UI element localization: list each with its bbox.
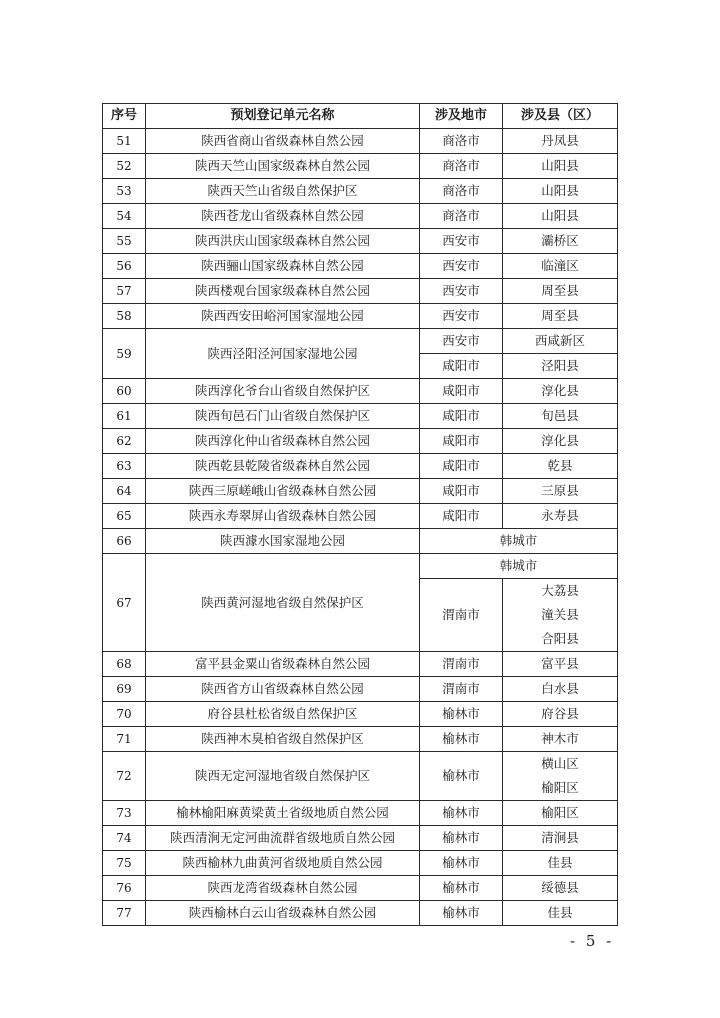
row-city: 商洛市 [420,129,503,154]
row-unit-name: 陕西省方山省级森林自然公园 [146,677,420,702]
row-county: 白水县 [503,677,618,702]
row-city-secondary: 咸阳市 [420,354,503,379]
table-row [103,727,618,752]
table-row [103,901,618,926]
row-serial-no: 76 [103,876,146,901]
row-unit-name: 陕西榆林白云山省级森林自然公园 [146,901,420,926]
row-city-wide: 韩城市 [420,554,618,579]
row-serial-no: 57 [103,279,146,304]
row-unit-name: 陕西神木臭柏省级自然保护区 [146,727,420,752]
row-unit-name: 富平县金粟山省级森林自然公园 [146,652,420,677]
row-county: 旬邑县 [503,404,618,429]
row-county-list [503,579,618,652]
row-city: 咸阳市 [420,379,503,404]
row-unit-name: 陕西乾县乾陵省级森林自然公园 [146,454,420,479]
row-county: 绥德县 [503,876,618,901]
table-row [103,479,618,504]
row-serial-no: 72 [103,752,146,801]
row-serial-no: 74 [103,826,146,851]
row-unit-name: 陕西天竺山国家级森林自然公园 [146,154,420,179]
row-city: 渭南市 [420,677,503,702]
row-serial-no: 61 [103,404,146,429]
row-city: 渭南市 [420,652,503,677]
row-unit-name: 陕西西安田峪河国家湿地公园 [146,304,420,329]
row-county: 淳化县 [503,429,618,454]
row-county: 灞桥区 [503,229,618,254]
row-unit-name: 陕西无定河湿地省级自然保护区 [146,752,420,801]
row-unit-name: 陕西淳化爷台山省级自然保护区 [146,379,420,404]
row-city: 咸阳市 [420,404,503,429]
row-unit-name: 陕西洪庆山国家级森林自然公园 [146,229,420,254]
row-unit-name: 陕西淳化仲山省级森林自然公园 [146,429,420,454]
row-unit-name: 陕西楼观台国家级森林自然公园 [146,279,420,304]
row-county: 永寿县 [503,504,618,529]
row-city: 咸阳市 [420,454,503,479]
table-row [103,229,618,254]
row-county: 山阳县 [503,179,618,204]
row-city: 商洛市 [420,204,503,229]
row-unit-name: 陕西龙湾省级森林自然公园 [146,876,420,901]
registration-unit-table [102,103,618,926]
table-row [103,504,618,529]
table-row [103,454,618,479]
row-unit-name: 陕西澽水国家湿地公园 [146,529,420,554]
row-county: 丹凤县 [503,129,618,154]
county-item: 潼关县 [541,607,579,622]
row-unit-name: 陕西天竺山省级自然保护区 [146,179,420,204]
row-city: 西安市 [420,279,503,304]
row-city: 商洛市 [420,154,503,179]
table-row [103,304,618,329]
header-unit-name: 预划登记单元名称 [146,104,420,129]
row-serial-no: 77 [103,901,146,926]
row-serial-no: 53 [103,179,146,204]
row-city: 西安市 [420,229,503,254]
row-serial-no: 64 [103,479,146,504]
table-row [103,129,618,154]
table-header-row [103,104,618,129]
table-row [103,154,618,179]
row-county: 乾县 [503,454,618,479]
row-county: 佳县 [503,901,618,926]
row-city: 咸阳市 [420,429,503,454]
county-item: 合阳县 [541,631,579,646]
county-item: 榆阳区 [541,780,579,795]
header-serial-no: 序号 [103,104,146,129]
row-serial-no: 62 [103,429,146,454]
row-county: 山阳县 [503,204,618,229]
row-city: 渭南市 [420,579,503,652]
row-unit-name: 陕西旬邑石门山省级自然保护区 [146,404,420,429]
county-item: 横山区 [541,756,579,771]
header-county: 涉及县（区） [503,104,618,129]
table-row [103,279,618,304]
table-row [103,851,618,876]
row-city: 榆林市 [420,752,503,801]
row-serial-no: 71 [103,727,146,752]
row-city: 西安市 [420,304,503,329]
row-serial-no: 67 [103,554,146,652]
row-unit-name: 陕西苍龙山省级森林自然公园 [146,204,420,229]
row-serial-no: 75 [103,851,146,876]
row-county: 西咸新区 [503,329,618,354]
row-serial-no: 58 [103,304,146,329]
row-county: 神木市 [503,727,618,752]
row-city: 榆林市 [420,901,503,926]
table-row [103,652,618,677]
row-unit-name: 陕西骊山国家级森林自然公园 [146,254,420,279]
row-county: 周至县 [503,279,618,304]
row-city: 榆林市 [420,876,503,901]
registration-unit-table-container [102,103,617,926]
table-row [103,801,618,826]
row-city-wide: 韩城市 [420,529,618,554]
row-serial-no: 55 [103,229,146,254]
row-county-secondary: 泾阳县 [503,354,618,379]
table-row [103,404,618,429]
row-serial-no: 70 [103,702,146,727]
row-county: 淳化县 [503,379,618,404]
page-number: - 5 - [570,932,615,950]
table-row [103,529,618,554]
table-body [103,129,618,926]
row-serial-no: 65 [103,504,146,529]
table-row [103,554,618,579]
row-city: 咸阳市 [420,479,503,504]
table-row [103,752,618,801]
table-row [103,826,618,851]
row-unit-name: 陕西清涧无定河曲流群省级地质自然公园 [146,826,420,851]
row-unit-name: 陕西省商山省级森林自然公园 [146,129,420,154]
row-unit-name: 陕西三原嵯峨山省级森林自然公园 [146,479,420,504]
row-city: 西安市 [420,329,503,354]
table-row [103,429,618,454]
row-county: 府谷县 [503,702,618,727]
table-row [103,702,618,727]
row-county: 三原县 [503,479,618,504]
row-county: 富平县 [503,652,618,677]
row-serial-no: 54 [103,204,146,229]
row-serial-no: 56 [103,254,146,279]
row-unit-name: 陕西泾阳泾河国家湿地公园 [146,329,420,379]
row-county: 榆阳区 [503,801,618,826]
row-serial-no: 52 [103,154,146,179]
row-county: 佳县 [503,851,618,876]
row-city: 榆林市 [420,727,503,752]
header-city: 涉及地市 [420,104,503,129]
row-serial-no: 69 [103,677,146,702]
row-serial-no: 66 [103,529,146,554]
row-serial-no: 51 [103,129,146,154]
row-unit-name: 陕西榆林九曲黄河省级地质自然公园 [146,851,420,876]
table-row [103,876,618,901]
row-city: 榆林市 [420,702,503,727]
table-row [103,379,618,404]
table-row [103,677,618,702]
table-row [103,329,618,354]
row-county: 清涧县 [503,826,618,851]
county-item: 大荔县 [541,583,579,598]
row-unit-name: 榆林榆阳麻黄梁黄土省级地质自然公园 [146,801,420,826]
row-city: 榆林市 [420,851,503,876]
row-county-list [503,752,618,801]
row-city: 榆林市 [420,801,503,826]
row-serial-no: 60 [103,379,146,404]
table-row [103,204,618,229]
row-city: 商洛市 [420,179,503,204]
row-unit-name: 陕西永寿翠屏山省级森林自然公园 [146,504,420,529]
row-city: 咸阳市 [420,504,503,529]
table-row [103,254,618,279]
row-serial-no: 63 [103,454,146,479]
row-unit-name: 陕西黄河湿地省级自然保护区 [146,554,420,652]
row-county: 临潼区 [503,254,618,279]
row-city: 西安市 [420,254,503,279]
table-row [103,179,618,204]
row-county: 山阳县 [503,154,618,179]
row-serial-no: 68 [103,652,146,677]
row-county: 周至县 [503,304,618,329]
row-unit-name: 府谷县杜松省级自然保护区 [146,702,420,727]
row-serial-no: 59 [103,329,146,379]
row-city: 榆林市 [420,826,503,851]
row-serial-no: 73 [103,801,146,826]
